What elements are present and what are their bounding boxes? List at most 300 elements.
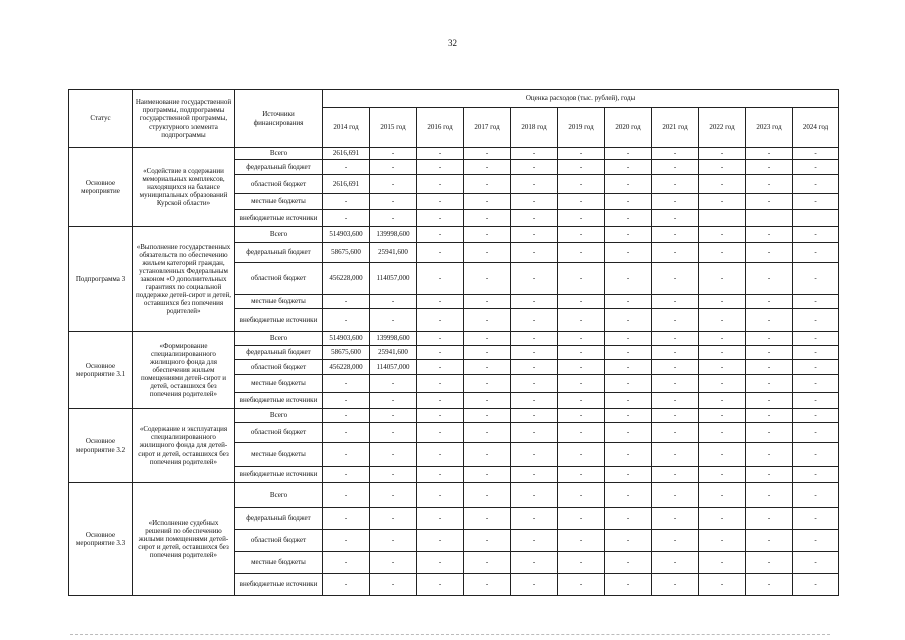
- row-name: «Содействие в содержании мемориальных комплексов, находящихся на балансе муниципальных образований Курской области»: [133, 148, 235, 227]
- value-cell: -: [746, 263, 793, 295]
- value-cell: -: [417, 508, 464, 530]
- value-cell: -: [652, 332, 699, 346]
- value-cell: 114057,000: [370, 360, 417, 375]
- row-source: внебюджетные источники: [235, 574, 323, 596]
- value-cell: -: [370, 210, 417, 227]
- table-row: [69, 483, 839, 508]
- value-cell: -: [652, 227, 699, 243]
- value-cell: -: [699, 443, 746, 467]
- value-cell: -: [511, 443, 558, 467]
- header-year: 2014 год: [323, 108, 370, 148]
- value-cell: -: [464, 443, 511, 467]
- row-status: Основное мероприятие 3.3: [69, 483, 133, 596]
- value-cell: -: [605, 263, 652, 295]
- value-cell: -: [793, 423, 839, 443]
- value-cell: -: [605, 467, 652, 483]
- value-cell: -: [793, 393, 839, 409]
- row-source: областной бюджет: [235, 530, 323, 552]
- value-cell: -: [464, 393, 511, 409]
- table-header: [69, 90, 839, 148]
- header-year: 2015 год: [370, 108, 417, 148]
- row-name: «Содержание и эксплуатация специализированного жилищного фонда для детей-сирот и детей, оставшихся без попечения родителей»: [133, 409, 235, 483]
- header-sources: Источники финансирования: [235, 90, 323, 148]
- row-status: Основное мероприятие: [69, 148, 133, 227]
- value-cell: -: [746, 552, 793, 574]
- value-cell: -: [370, 467, 417, 483]
- value-cell: 114057,000: [370, 263, 417, 295]
- value-cell: -: [370, 148, 417, 160]
- value-cell: -: [558, 467, 605, 483]
- value-cell: -: [605, 160, 652, 175]
- value-cell: -: [558, 508, 605, 530]
- value-cell: -: [558, 574, 605, 596]
- value-cell: -: [605, 574, 652, 596]
- row-name: «Исполнение судебных решений по обеспечению жилыми помещениями детей-сирот и детей, оставшихся без попечения родителей»: [133, 483, 235, 596]
- value-cell: -: [511, 467, 558, 483]
- value-cell: 456228,000: [323, 263, 370, 295]
- value-cell: -: [558, 360, 605, 375]
- value-cell: -: [511, 194, 558, 210]
- value-cell: -: [417, 148, 464, 160]
- value-cell: -: [370, 175, 417, 194]
- value-cell: -: [417, 175, 464, 194]
- value-cell: -: [417, 483, 464, 508]
- value-cell: -: [605, 508, 652, 530]
- value-cell: -: [652, 409, 699, 423]
- value-cell: -: [558, 210, 605, 227]
- table-row: [69, 409, 839, 423]
- value-cell: -: [417, 393, 464, 409]
- value-cell: -: [652, 375, 699, 393]
- value-cell: -: [746, 409, 793, 423]
- value-cell: -: [511, 375, 558, 393]
- row-name: «Выполнение государственных обязательств по обеспечению жильем категорий граждан, установленных Федеральным законом «О дополнительных гарантиях по социальной поддержке детей-сирот и детей, оставшихся без попечения родителей»: [133, 227, 235, 332]
- value-cell: -: [464, 508, 511, 530]
- value-cell: -: [370, 508, 417, 530]
- value-cell: -: [605, 409, 652, 423]
- value-cell: -: [464, 175, 511, 194]
- value-cell: -: [699, 346, 746, 360]
- row-source: областной бюджет: [235, 360, 323, 375]
- value-cell: -: [511, 346, 558, 360]
- table-row: [69, 332, 839, 346]
- value-cell: [699, 210, 746, 227]
- value-cell: -: [746, 574, 793, 596]
- value-cell: -: [605, 332, 652, 346]
- value-cell: -: [605, 423, 652, 443]
- row-source: областной бюджет: [235, 423, 323, 443]
- value-cell: 514903,600: [323, 332, 370, 346]
- value-cell: -: [370, 309, 417, 332]
- value-cell: -: [417, 332, 464, 346]
- value-cell: -: [323, 309, 370, 332]
- value-cell: -: [323, 160, 370, 175]
- value-cell: -: [699, 552, 746, 574]
- value-cell: -: [511, 295, 558, 309]
- value-cell: -: [417, 467, 464, 483]
- row-source: внебюджетные источники: [235, 210, 323, 227]
- value-cell: -: [511, 393, 558, 409]
- value-cell: -: [464, 467, 511, 483]
- value-cell: -: [417, 409, 464, 423]
- value-cell: -: [793, 360, 839, 375]
- value-cell: -: [417, 443, 464, 467]
- value-cell: -: [511, 332, 558, 346]
- value-cell: -: [558, 309, 605, 332]
- value-cell: -: [323, 483, 370, 508]
- value-cell: -: [746, 194, 793, 210]
- value-cell: -: [417, 160, 464, 175]
- row-source: Всего: [235, 483, 323, 508]
- value-cell: -: [417, 574, 464, 596]
- budget-table: [68, 89, 839, 596]
- value-cell: -: [464, 210, 511, 227]
- value-cell: -: [793, 160, 839, 175]
- row-source: Всего: [235, 409, 323, 423]
- row-source: местные бюджеты: [235, 375, 323, 393]
- value-cell: -: [605, 175, 652, 194]
- value-cell: -: [652, 346, 699, 360]
- header-year: 2018 год: [511, 108, 558, 148]
- value-cell: -: [323, 530, 370, 552]
- header-status: Статус: [69, 90, 133, 148]
- value-cell: -: [464, 194, 511, 210]
- value-cell: -: [323, 423, 370, 443]
- value-cell: -: [464, 552, 511, 574]
- value-cell: -: [323, 467, 370, 483]
- value-cell: -: [793, 227, 839, 243]
- value-cell: -: [511, 552, 558, 574]
- row-source: федеральный бюджет: [235, 346, 323, 360]
- value-cell: -: [605, 194, 652, 210]
- header-year: 2016 год: [417, 108, 464, 148]
- value-cell: -: [370, 194, 417, 210]
- value-cell: -: [370, 409, 417, 423]
- value-cell: -: [652, 160, 699, 175]
- value-cell: -: [746, 508, 793, 530]
- value-cell: -: [699, 483, 746, 508]
- value-cell: -: [605, 309, 652, 332]
- value-cell: -: [746, 467, 793, 483]
- value-cell: -: [511, 360, 558, 375]
- value-cell: -: [793, 574, 839, 596]
- value-cell: -: [417, 263, 464, 295]
- value-cell: -: [746, 483, 793, 508]
- value-cell: -: [793, 375, 839, 393]
- value-cell: [793, 210, 839, 227]
- value-cell: -: [370, 530, 417, 552]
- table-row: [69, 148, 839, 160]
- value-cell: -: [652, 210, 699, 227]
- value-cell: -: [699, 423, 746, 443]
- value-cell: -: [323, 295, 370, 309]
- value-cell: -: [793, 309, 839, 332]
- value-cell: 514903,600: [323, 227, 370, 243]
- value-cell: -: [464, 375, 511, 393]
- row-source: местные бюджеты: [235, 552, 323, 574]
- value-cell: -: [699, 360, 746, 375]
- value-cell: -: [558, 393, 605, 409]
- value-cell: -: [605, 346, 652, 360]
- value-cell: -: [417, 346, 464, 360]
- value-cell: -: [464, 332, 511, 346]
- value-cell: -: [558, 483, 605, 508]
- value-cell: -: [605, 360, 652, 375]
- value-cell: 25941,600: [370, 346, 417, 360]
- header-year: 2020 год: [605, 108, 652, 148]
- value-cell: -: [511, 574, 558, 596]
- value-cell: -: [511, 409, 558, 423]
- value-cell: -: [558, 423, 605, 443]
- value-cell: -: [323, 210, 370, 227]
- header-year: 2023 год: [746, 108, 793, 148]
- value-cell: -: [652, 263, 699, 295]
- value-cell: -: [793, 346, 839, 360]
- value-cell: -: [464, 309, 511, 332]
- value-cell: -: [793, 530, 839, 552]
- row-status: Подпрограмма 3: [69, 227, 133, 332]
- value-cell: -: [699, 148, 746, 160]
- row-source: Всего: [235, 148, 323, 160]
- value-cell: 2616,691: [323, 175, 370, 194]
- value-cell: -: [699, 227, 746, 243]
- value-cell: -: [370, 423, 417, 443]
- value-cell: 139998,600: [370, 332, 417, 346]
- value-cell: 58675,600: [323, 243, 370, 263]
- value-cell: -: [417, 360, 464, 375]
- value-cell: -: [558, 530, 605, 552]
- value-cell: -: [511, 483, 558, 508]
- row-source: федеральный бюджет: [235, 243, 323, 263]
- value-cell: -: [370, 552, 417, 574]
- value-cell: -: [558, 194, 605, 210]
- value-cell: -: [605, 227, 652, 243]
- value-cell: -: [558, 243, 605, 263]
- value-cell: -: [558, 263, 605, 295]
- value-cell: -: [605, 530, 652, 552]
- value-cell: -: [652, 309, 699, 332]
- value-cell: -: [464, 530, 511, 552]
- value-cell: -: [699, 295, 746, 309]
- value-cell: -: [511, 508, 558, 530]
- value-cell: -: [464, 409, 511, 423]
- value-cell: -: [746, 148, 793, 160]
- value-cell: -: [699, 508, 746, 530]
- value-cell: -: [746, 160, 793, 175]
- value-cell: 25941,600: [370, 243, 417, 263]
- value-cell: -: [746, 375, 793, 393]
- value-cell: -: [652, 148, 699, 160]
- value-cell: -: [793, 263, 839, 295]
- value-cell: -: [652, 530, 699, 552]
- value-cell: -: [605, 393, 652, 409]
- value-cell: -: [793, 295, 839, 309]
- value-cell: -: [699, 574, 746, 596]
- value-cell: -: [699, 160, 746, 175]
- value-cell: -: [652, 393, 699, 409]
- value-cell: -: [464, 295, 511, 309]
- value-cell: -: [417, 295, 464, 309]
- row-source: областной бюджет: [235, 175, 323, 194]
- value-cell: -: [417, 375, 464, 393]
- value-cell: -: [652, 295, 699, 309]
- value-cell: -: [652, 483, 699, 508]
- value-cell: -: [511, 530, 558, 552]
- value-cell: -: [746, 332, 793, 346]
- value-cell: -: [370, 483, 417, 508]
- value-cell: -: [370, 393, 417, 409]
- value-cell: -: [652, 243, 699, 263]
- header-year: 2024 год: [793, 108, 839, 148]
- value-cell: -: [417, 210, 464, 227]
- row-source: областной бюджет: [235, 263, 323, 295]
- value-cell: -: [605, 148, 652, 160]
- row-name: «Формирование специализированного жилищного фонда для обеспечения жильем помещениями детей-сирот и детей, оставшихся без попечения родителей»: [133, 332, 235, 409]
- value-cell: -: [464, 227, 511, 243]
- value-cell: -: [558, 409, 605, 423]
- value-cell: -: [652, 175, 699, 194]
- value-cell: -: [746, 423, 793, 443]
- value-cell: -: [746, 227, 793, 243]
- value-cell: -: [464, 263, 511, 295]
- value-cell: -: [417, 194, 464, 210]
- value-cell: 58675,600: [323, 346, 370, 360]
- row-source: федеральный бюджет: [235, 160, 323, 175]
- value-cell: -: [511, 309, 558, 332]
- value-cell: -: [370, 160, 417, 175]
- table-body: [69, 148, 839, 596]
- value-cell: -: [652, 194, 699, 210]
- value-cell: -: [558, 175, 605, 194]
- value-cell: -: [605, 443, 652, 467]
- row-source: Всего: [235, 227, 323, 243]
- value-cell: -: [699, 332, 746, 346]
- value-cell: -: [605, 210, 652, 227]
- value-cell: -: [746, 175, 793, 194]
- value-cell: -: [793, 467, 839, 483]
- value-cell: -: [746, 393, 793, 409]
- value-cell: -: [793, 332, 839, 346]
- value-cell: -: [558, 227, 605, 243]
- value-cell: -: [464, 423, 511, 443]
- value-cell: -: [652, 552, 699, 574]
- value-cell: -: [511, 160, 558, 175]
- value-cell: -: [652, 443, 699, 467]
- value-cell: -: [746, 530, 793, 552]
- value-cell: -: [558, 148, 605, 160]
- value-cell: -: [699, 409, 746, 423]
- value-cell: -: [699, 393, 746, 409]
- value-cell: -: [699, 243, 746, 263]
- value-cell: -: [417, 227, 464, 243]
- page-number: 32: [448, 38, 457, 48]
- value-cell: -: [417, 309, 464, 332]
- value-cell: -: [464, 243, 511, 263]
- value-cell: -: [464, 160, 511, 175]
- value-cell: -: [746, 360, 793, 375]
- value-cell: -: [464, 346, 511, 360]
- value-cell: -: [323, 393, 370, 409]
- row-status: Основное мероприятие 3.2: [69, 409, 133, 483]
- value-cell: -: [558, 346, 605, 360]
- value-cell: -: [511, 423, 558, 443]
- page-bottom-divider: [70, 634, 830, 635]
- value-cell: -: [558, 295, 605, 309]
- row-status: Основное мероприятие 3.1: [69, 332, 133, 409]
- value-cell: -: [605, 375, 652, 393]
- value-cell: -: [323, 409, 370, 423]
- value-cell: -: [323, 375, 370, 393]
- value-cell: [746, 210, 793, 227]
- value-cell: -: [511, 148, 558, 160]
- value-cell: -: [652, 360, 699, 375]
- row-source: внебюджетные источники: [235, 309, 323, 332]
- value-cell: 456228,000: [323, 360, 370, 375]
- value-cell: -: [370, 443, 417, 467]
- header-year: 2019 год: [558, 108, 605, 148]
- value-cell: -: [793, 194, 839, 210]
- value-cell: -: [558, 443, 605, 467]
- value-cell: -: [699, 375, 746, 393]
- value-cell: -: [793, 483, 839, 508]
- row-source: федеральный бюджет: [235, 508, 323, 530]
- value-cell: -: [652, 423, 699, 443]
- value-cell: -: [323, 552, 370, 574]
- row-source: местные бюджеты: [235, 194, 323, 210]
- value-cell: -: [323, 443, 370, 467]
- value-cell: -: [699, 530, 746, 552]
- value-cell: -: [558, 375, 605, 393]
- value-cell: 2616,691: [323, 148, 370, 160]
- value-cell: -: [605, 552, 652, 574]
- value-cell: -: [746, 346, 793, 360]
- value-cell: -: [746, 443, 793, 467]
- value-cell: -: [558, 552, 605, 574]
- header-year: 2022 год: [699, 108, 746, 148]
- value-cell: -: [370, 375, 417, 393]
- value-cell: -: [511, 227, 558, 243]
- header-year: 2017 год: [464, 108, 511, 148]
- header-year: 2021 год: [652, 108, 699, 148]
- row-source: Всего: [235, 332, 323, 346]
- value-cell: -: [417, 423, 464, 443]
- value-cell: -: [417, 243, 464, 263]
- value-cell: -: [464, 148, 511, 160]
- value-cell: -: [793, 175, 839, 194]
- row-source: внебюджетные источники: [235, 393, 323, 409]
- value-cell: -: [464, 574, 511, 596]
- value-cell: 139998,600: [370, 227, 417, 243]
- value-cell: -: [464, 483, 511, 508]
- value-cell: -: [699, 309, 746, 332]
- value-cell: -: [746, 309, 793, 332]
- value-cell: -: [793, 443, 839, 467]
- value-cell: -: [699, 263, 746, 295]
- value-cell: -: [464, 360, 511, 375]
- value-cell: -: [511, 210, 558, 227]
- value-cell: -: [746, 243, 793, 263]
- value-cell: -: [652, 508, 699, 530]
- value-cell: -: [699, 175, 746, 194]
- value-cell: -: [699, 194, 746, 210]
- value-cell: -: [323, 574, 370, 596]
- value-cell: -: [793, 409, 839, 423]
- value-cell: -: [746, 295, 793, 309]
- value-cell: -: [323, 508, 370, 530]
- value-cell: -: [605, 295, 652, 309]
- row-source: местные бюджеты: [235, 443, 323, 467]
- row-source: внебюджетные источники: [235, 467, 323, 483]
